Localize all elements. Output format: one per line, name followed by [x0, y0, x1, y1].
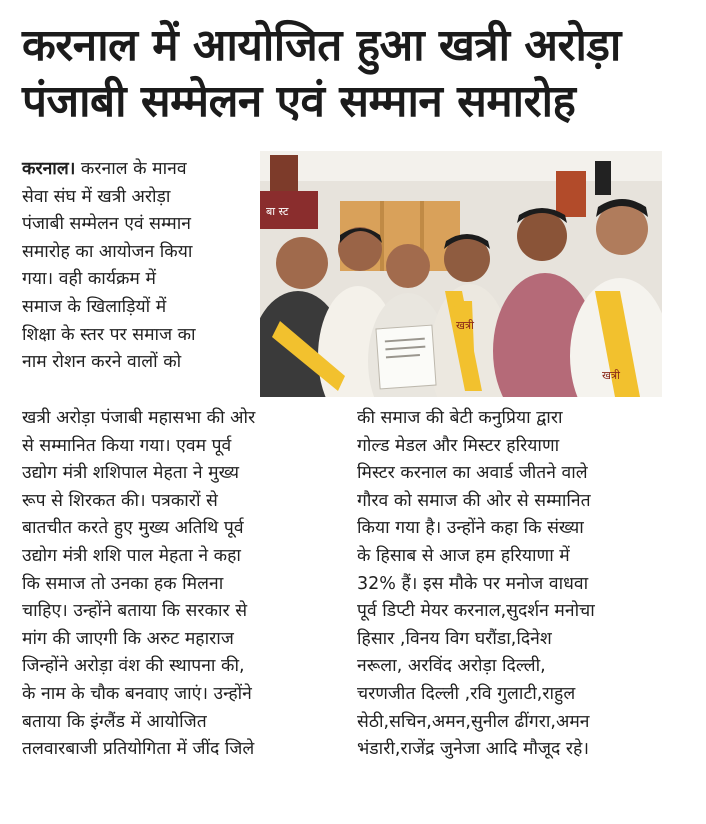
article-line: सेठी,सचिन,अमन,सुनील ढींगरा,अमन — [357, 711, 590, 732]
article-line: नाम रोशन करने वालों को — [22, 352, 182, 373]
photo-banner-text: बा स्ट — [266, 205, 289, 218]
article-column-left-bottom — [22, 405, 328, 764]
article-line: रूप से शिरकत की। पत्रकारों से — [22, 490, 218, 511]
article-column-right-bottom — [357, 405, 662, 764]
article-line: समारोह का आयोजन किया — [22, 241, 193, 262]
article-line: के नाम के चौक बनवाए जाएं। उन्होंने — [22, 683, 252, 704]
article-line: किया गया है। उन्होंने कहा कि संख्या — [357, 518, 584, 539]
news-photo — [260, 151, 662, 397]
article-line: उद्योग मंत्री शशिपाल मेहता ने मुख्य — [22, 463, 239, 484]
dateline: करनाल। — [22, 159, 76, 179]
article-line: हिसार ,विनय विग घरौंडा,दिनेश — [357, 628, 552, 649]
person-5-head — [517, 211, 567, 261]
article-line: खत्री अरोड़ा पंजाबी महासभा की ओर — [22, 408, 256, 428]
article-line: मिस्टर करनाल का अवार्ड जीतने वाले — [357, 463, 588, 484]
article-line: तलवारबाजी प्रतियोगिता में जींद जिले — [22, 739, 255, 760]
sash-text-2: खत्री — [602, 369, 620, 382]
article-line: की समाज की बेटी कनुप्रिया द्वारा — [357, 408, 563, 428]
sash-text-1: खत्री — [456, 319, 474, 332]
person-1-head — [276, 237, 328, 289]
photo-illustration — [260, 151, 662, 397]
article-column-left-top — [22, 156, 254, 377]
person-3-head — [386, 244, 430, 288]
article-line: 32% हैं। इस मौके पर मनोज वाधवा — [357, 573, 589, 594]
article-line: जिन्होंने अरोड़ा वंश की स्थापना की, — [22, 656, 245, 677]
article-line: शिक्षा के स्तर पर समाज का — [22, 324, 196, 345]
article-line: से सम्मानित किया गया। एवम पूर्व — [22, 435, 232, 456]
article-line: गया। वही कार्यक्रम में — [22, 269, 156, 290]
article-line: बताया कि इंग्लैंड में आयोजित — [22, 711, 207, 732]
article-line: बातचीत करते हुए मुख्य अतिथि पूर्व — [22, 518, 244, 539]
article-line: के हिसाब से आज हम हरियाणा में — [357, 545, 570, 566]
article-line: गौरव को समाज की ओर से सम्मानित — [357, 490, 591, 511]
article-line — [22, 156, 254, 184]
headline-line-1: करनाल में आयोजित हुआ खत्री अरोड़ा — [22, 20, 621, 71]
article-line: पंजाबी सम्मेलन एवं सम्मान — [22, 214, 191, 235]
photo-curtain-fold — [380, 201, 384, 271]
article-line: कि समाज तो उनका हक मिलना — [22, 573, 224, 594]
headline-line-2: पंजाबी सम्मेलन एवं सम्मान समारोह — [22, 76, 576, 127]
article-line: नरूला, अरविंद अरोड़ा दिल्ली, — [357, 656, 546, 677]
article-line: उद्योग मंत्री शशि पाल मेहता ने कहा — [22, 545, 241, 566]
article-line-text: करनाल के मानव — [75, 159, 187, 179]
article-line: चरणजीत दिल्ली ,रवि गुलाटी,राहुल — [357, 683, 576, 704]
article-line: मांग की जाएगी कि अरुट महाराज — [22, 628, 234, 649]
article-line: समाज के खिलाड़ियों में — [22, 296, 167, 317]
photo-frame-left — [270, 155, 298, 191]
photo-frame-right — [556, 171, 586, 217]
article-line: सेवा संघ में खत्री अरोड़ा — [22, 186, 171, 207]
article-line: चाहिए। उन्होंने बताया कि सरकार से — [22, 601, 248, 622]
article-line: भंडारी,राजेंद्र जुनेजा आदि मौजूद रहे। — [357, 739, 589, 760]
article-line: पूर्व डिप्टी मेयर करनाल,सुदर्शन मनोचा — [357, 601, 595, 622]
article-line: गोल्ड मेडल और मिस्टर हरियाणा — [357, 435, 560, 456]
photo-speaker — [595, 161, 611, 195]
headline — [22, 18, 692, 130]
